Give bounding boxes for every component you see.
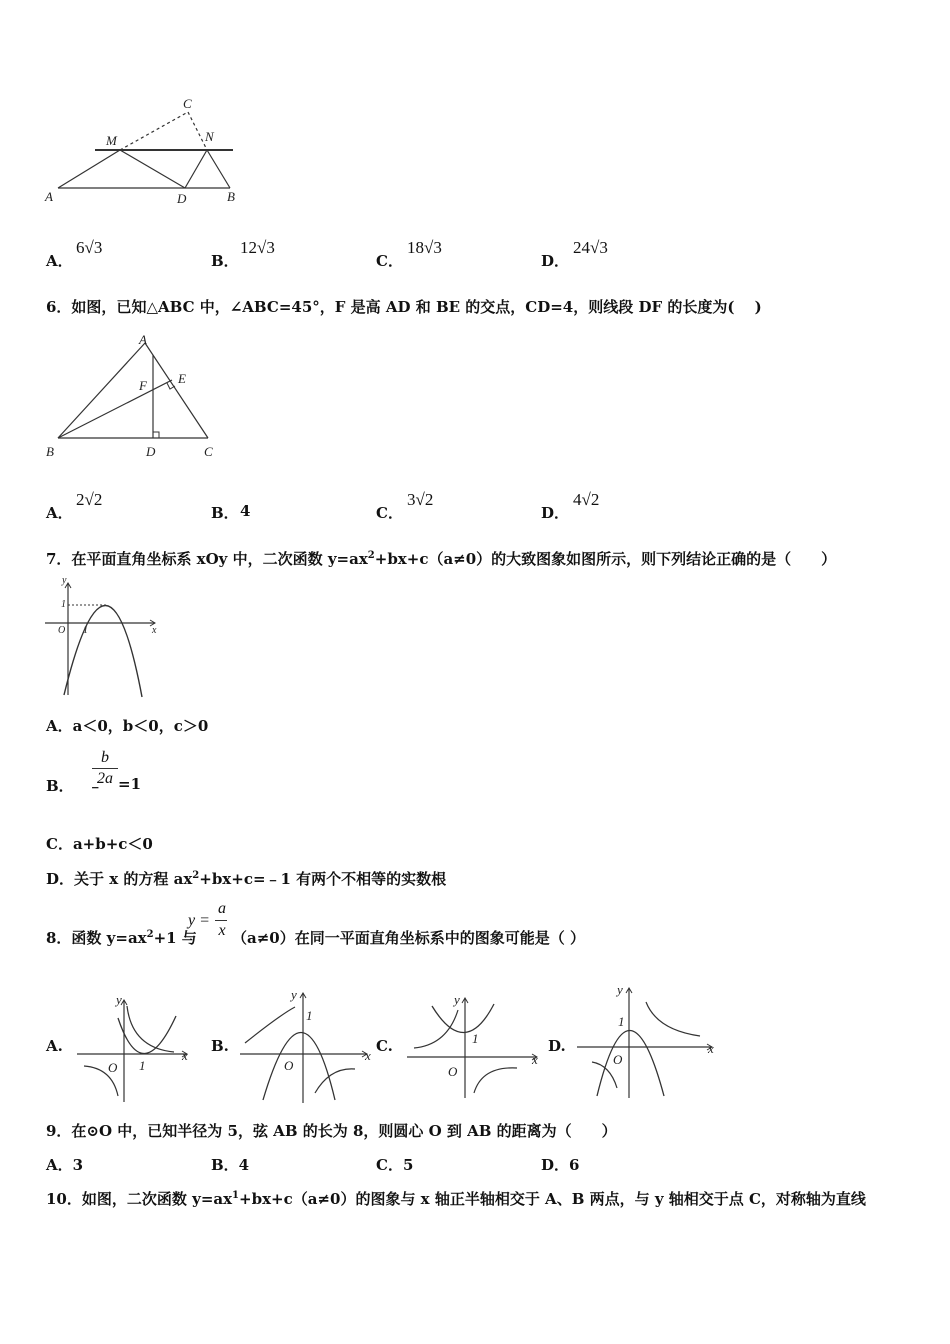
q7-option-a: A．a＜0，b＜0，c＞0 [46, 717, 209, 735]
q7-axis-y: y [62, 575, 67, 586]
q8d-axis-y: y [617, 982, 623, 997]
q5-option-c-value: 18√3 [407, 238, 442, 257]
q6-option-c-letter: C． [376, 504, 403, 522]
q6-label-b: B [46, 444, 54, 459]
q5-figure [40, 95, 250, 210]
q8c-one: 1 [472, 1031, 479, 1046]
q7-option-b: B． ﹣ [46, 777, 103, 795]
q5-option-a-value: 6√3 [76, 238, 103, 257]
q8b-origin: O [284, 1058, 294, 1073]
q5-option-c-letter: C． [376, 252, 403, 270]
q10-stem: 10．如图，二次函数 $y=ax^1+bx+c(a\ne 0)$的图象与 x 轴正半轴相交于 A、B 两点，与 y 轴相交于点 C，对称轴为直线 [46, 1190, 866, 1208]
q8-graph-d[interactable] [572, 980, 722, 1100]
q6-label-e: E [178, 371, 186, 386]
q5-label-b: B [227, 189, 235, 204]
q5-option-d-letter: D． [541, 252, 570, 270]
q7-option-b-rest: =1 [118, 775, 142, 793]
q5-option-b-value: 12√3 [240, 238, 275, 257]
q6-option-c-value: 3√2 [407, 490, 434, 509]
q6-label-f: F [139, 378, 147, 393]
q8b-one: 1 [306, 1008, 313, 1023]
q6-label-d: D [146, 444, 156, 459]
q5-label-n: N [205, 129, 214, 144]
q5-label-d: D [177, 191, 187, 206]
q7-origin: O [58, 625, 66, 636]
q7-option-b-fraction: $\frac{b}{2a}$ [92, 748, 118, 789]
q7-axis-x: x [152, 625, 157, 636]
q8-option-c-label[interactable]: C. [376, 1037, 393, 1055]
q8a-one: 1 [139, 1058, 146, 1073]
q8-option-d-label[interactable]: D. [548, 1037, 566, 1055]
q6-figure [40, 328, 230, 463]
q7-one-y: 1 [61, 599, 66, 610]
q5-option-a-letter: A． [46, 252, 73, 270]
q6-option-a-letter: A． [46, 504, 73, 522]
q8b-axis-x: x [365, 1048, 371, 1063]
q6-option-d-value: 4√2 [573, 490, 600, 509]
q7-stem: 7．在平面直角坐标系 xOy 中，二次函数 $y=ax^2+bx+c(a\ne 0)$的大致图象如图所示，则下列结论正确的是（ ） [46, 550, 837, 568]
q8a-origin: O [108, 1060, 118, 1075]
q8-stem-c: （a≠0）在同一平面直角坐标系中的图象可能是（ ） [232, 929, 585, 947]
q7-figure [40, 575, 165, 700]
q5-label-a: A [45, 189, 53, 204]
q8d-origin: O [613, 1052, 623, 1067]
q8-graph-c[interactable] [402, 990, 547, 1100]
q8-stem-a: 8．函数 $y=ax^2+1$ 与 [46, 929, 197, 947]
q8-option-b-label[interactable]: B. [211, 1037, 229, 1055]
q8-option-a-label[interactable]: A. [46, 1037, 63, 1055]
q8c-axis-y: y [454, 992, 460, 1007]
q5-option-d-value: 24√3 [573, 238, 608, 257]
q5-label-c: C [183, 96, 192, 111]
q8-graph-b[interactable] [235, 985, 375, 1105]
q8d-axis-x: x [708, 1041, 714, 1056]
q6-label-c: C [204, 444, 213, 459]
q9-stem: 9．在⊙O 中，已知半径为 5，弦 AB 的长为 8，则圆心 O 到 AB 的距离为（ ） [46, 1122, 617, 1140]
q8-graph-a[interactable] [72, 990, 197, 1105]
q6-label-a: A [139, 332, 147, 347]
q8a-axis-y: y [116, 992, 122, 1007]
q7-option-d: D．关于 x 的方程 $ax^2+bx+c=﹣1$ 有两个不相等的实数根 [46, 870, 447, 888]
q8d-one: 1 [618, 1014, 625, 1029]
q8c-axis-x: x [532, 1052, 538, 1067]
q6-option-d-letter: D． [541, 504, 570, 522]
q9-option-a: A．3 [46, 1156, 84, 1174]
q5-option-b-letter: B． [211, 252, 239, 270]
q5-label-m: M [106, 133, 117, 148]
q6-stem: 6．如图，已知△ABC 中，∠ABC=45°，F 是高 AD 和 BE 的交点，CD=4，则线段 DF 的长度为( ) [46, 298, 762, 316]
q6-option-b-value: 4 [240, 502, 251, 520]
q9-option-c: C．5 [376, 1156, 414, 1174]
q7-one-x: 1 [83, 625, 88, 636]
q8c-origin: O [448, 1064, 458, 1079]
q6-option-b-letter: B． [211, 504, 239, 522]
q8a-axis-x: x [182, 1048, 188, 1063]
q9-option-b: B．4 [211, 1156, 250, 1174]
q6-option-a-value: 2√2 [76, 490, 103, 509]
q9-option-d: D．6 [541, 1156, 580, 1174]
q8b-axis-y: y [291, 987, 297, 1002]
q7-option-c: C．a+b+c＜0 [46, 835, 153, 853]
